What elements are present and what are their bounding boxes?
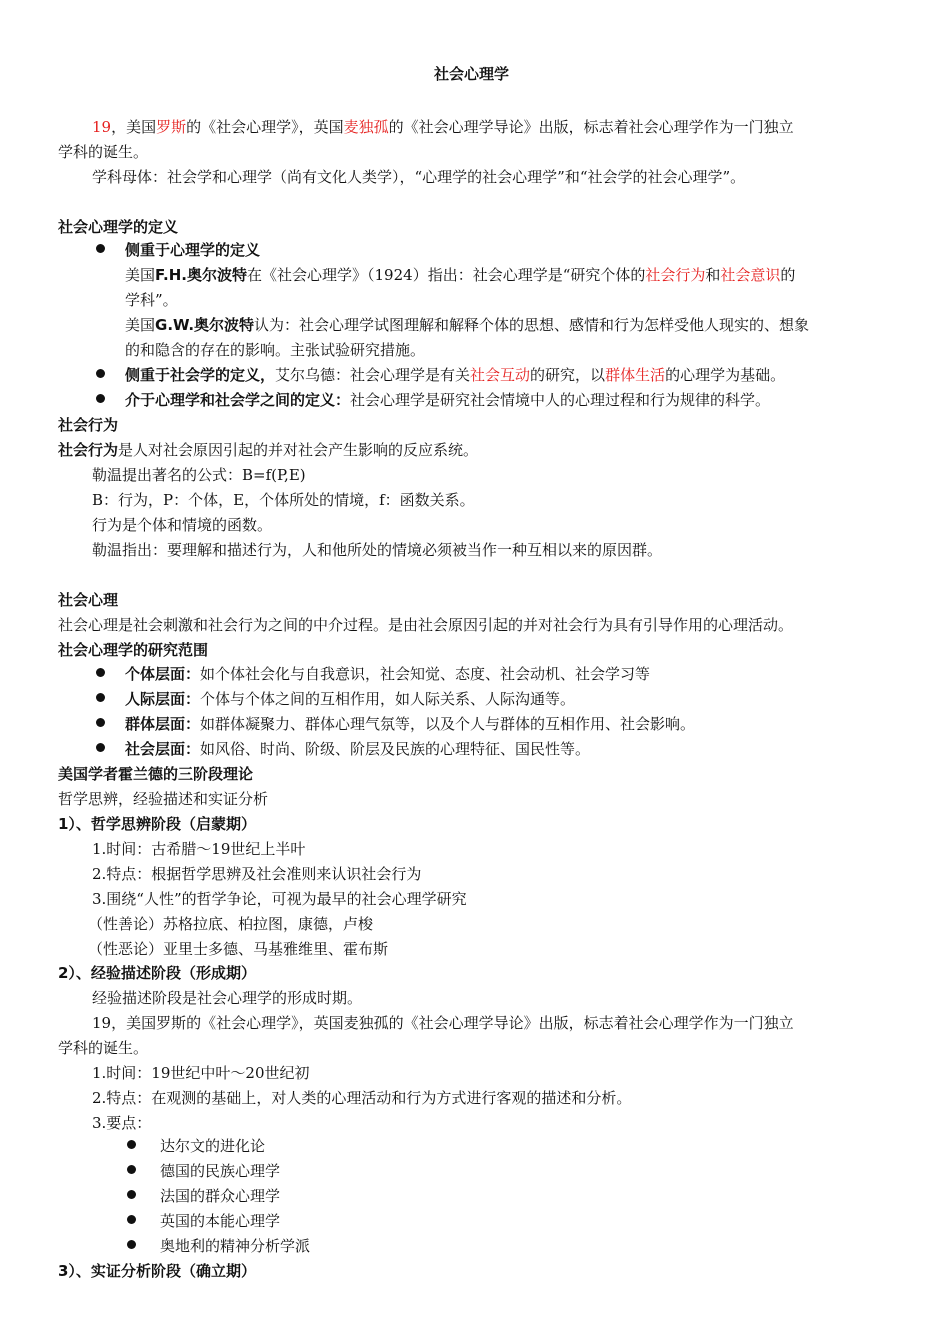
- stage-2-line: 19，美国罗斯的《社会心理学》，英国麦独孤的《社会心理学导论》出版，标志着社会心理学作为一门独立: [92, 1014, 794, 1032]
- scope-item: [125, 687, 575, 712]
- text-span: 社会心理学是研究社会情境中人的心理过程和行为规律的科学。: [350, 391, 771, 409]
- bullet-dot: [127, 1190, 136, 1199]
- stage-2-heading: 2）、经验描述阶段（形成期）: [58, 964, 256, 982]
- highlight-social-behavior: 社会行为: [645, 266, 706, 284]
- scope-item: [125, 662, 650, 687]
- bullet-dot: [96, 718, 105, 727]
- definition-para-1-line-2: 学科”。: [125, 291, 178, 309]
- holland-subtitle: 哲学思辨，经验描述和实证分析: [58, 790, 269, 808]
- text-span: 艾尔乌德：社会心理学是有关: [275, 366, 471, 384]
- text-span: 在《社会心理学》（1924）指出：社会心理学是“研究个体的: [247, 266, 646, 284]
- intro-line-1: [92, 115, 794, 140]
- behavior-line-5: 勒温指出：要理解和描述行为，人和他所处的情境必须被当作一种互相以来的原因群。: [92, 541, 663, 559]
- stage-2-line: 经验描述阶段是社会心理学的形成时期。: [92, 989, 363, 1007]
- text-span: 的: [780, 266, 796, 284]
- bullet-dot: [127, 1140, 136, 1149]
- text-span: 是人对社会原因引起的并对社会产生影响的反应系统。: [118, 441, 479, 459]
- psych-line-1: 社会心理是社会刺激和社会行为之间的中介过程。是由社会原因引起的并对社会行为具有引导作用的心理活动。: [58, 616, 794, 634]
- highlight-social-interaction: 社会互动: [470, 366, 531, 384]
- definition-bullet-3: [125, 388, 770, 413]
- text-span: 和: [705, 266, 721, 284]
- holland-heading: 美国学者霍兰德的三阶段理论: [58, 765, 254, 783]
- psych-heading: 社会心理: [58, 591, 119, 609]
- text-span: 认为：社会心理学试图理解和解释个体的思想、感情和行为怎样受他人现实的、想象: [254, 316, 810, 334]
- bullet-title: 介于心理学和社会学之间的定义：: [125, 391, 351, 409]
- definition-para-2-line-2: 的和隐含的存在的影响。主张试验研究措施。: [125, 341, 426, 359]
- text-span: 美国: [125, 266, 156, 284]
- bullet-dot: [96, 693, 105, 702]
- scope-item-label: 个体层面：: [125, 665, 201, 683]
- text-span: 美国: [125, 316, 156, 334]
- highlight-group-life: 群体生活: [605, 366, 666, 384]
- scope-item-text: 个体与个体之间的互相作用，如人际关系、人际沟通等。: [200, 690, 576, 708]
- definition-bullet-1: 侧重于心理学的定义: [125, 241, 261, 259]
- stage-2-line: 学科的诞生。: [58, 1039, 149, 1057]
- intro-line-3: 学科母体：社会学和心理学（尚有文化人类学），“心理学的社会心理学”和“社会学的社会心理学”。: [92, 168, 746, 186]
- scope-item-label: 群体层面：: [125, 715, 201, 733]
- scope-heading: 社会心理学的研究范围: [58, 641, 209, 659]
- bullet-dot: [96, 743, 105, 752]
- scope-item-text: 如风俗、时尚、阶级、阶层及民族的心理特征、国民性等。: [200, 740, 591, 758]
- term-bold: 社会行为: [58, 441, 119, 459]
- stage-1-heading: 1）、哲学思辨阶段（启蒙期）: [58, 815, 256, 833]
- bullet-dot: [127, 1165, 136, 1174]
- stage-2-point: 德国的民族心理学: [160, 1162, 281, 1180]
- behavior-heading: 社会行为: [58, 416, 119, 434]
- stage-2-point: 奥地利的精神分析学派: [160, 1237, 311, 1255]
- bullet-dot: [96, 668, 105, 677]
- stage-3-heading: 3）、实证分析阶段（确立期）: [58, 1262, 256, 1280]
- year-text: 19: [92, 118, 112, 136]
- text-span: 的心理学为基础。: [665, 366, 786, 384]
- text-span: 的研究，以: [530, 366, 606, 384]
- stage-2-point: 英国的本能心理学: [160, 1212, 281, 1230]
- scope-item: [125, 737, 590, 762]
- stage-1-line: 1.时间：古希腊～19世纪上半叶: [92, 840, 306, 858]
- stage-2-point: 达尔文的进化论: [160, 1137, 266, 1155]
- stage-1-line: 2.特点：根据哲学思辨及社会准则来认识社会行为: [92, 865, 422, 883]
- behavior-line-4: 行为是个体和情境的函数。: [92, 516, 273, 534]
- name-gw-allport: G.W.奥尔波特: [155, 316, 255, 334]
- stage-1-line: （性恶论）亚里士多德、马基雅维里、霍布斯: [88, 940, 389, 958]
- behavior-line-3: B：行为，P：个体，E，个体所处的情境，f：函数关系。: [92, 491, 475, 509]
- scope-item-label: 社会层面：: [125, 740, 201, 758]
- name-fh-allport: F.H.奥尔波特: [155, 266, 248, 284]
- intro-line-2: 学科的诞生。: [58, 143, 149, 161]
- highlight-mcdougall: 麦独孤: [343, 118, 389, 136]
- scope-item-label: 人际层面：: [125, 690, 201, 708]
- stage-1-line: （性善论）苏格拉底、柏拉图，康德，卢梭: [88, 915, 374, 933]
- bullet-dot: [127, 1240, 136, 1249]
- stage-1-line: 3.围绕“人性”的哲学争论，可视为最早的社会心理学研究: [92, 890, 467, 908]
- highlight-ross: 罗斯: [156, 118, 187, 136]
- bullet-dot: [127, 1215, 136, 1224]
- behavior-line-1: [58, 438, 478, 463]
- behavior-line-2: 勒温提出著名的公式：B=f(P,E): [92, 466, 306, 484]
- stage-2-line: 1.时间：19世纪中叶～20世纪初: [92, 1064, 310, 1082]
- bullet-dot: [96, 394, 105, 403]
- scope-item: [125, 712, 695, 737]
- stage-2-line: 3.要点：: [92, 1114, 152, 1132]
- bullet-dot: [96, 244, 105, 253]
- definition-bullet-2: [125, 363, 785, 388]
- stage-2-point: 法国的群众心理学: [160, 1187, 281, 1205]
- definition-heading: 社会心理学的定义: [58, 218, 179, 236]
- definition-para-2-line-1: [125, 313, 809, 338]
- bullet-title: 侧重于社会学的定义，: [125, 366, 276, 384]
- highlight-social-consciousness: 社会意识: [720, 266, 781, 284]
- stage-2-line: 2.特点：在观测的基础上，对人类的心理活动和行为方式进行客观的描述和分析。: [92, 1089, 632, 1107]
- scope-item-text: 如个体社会化与自我意识，社会知觉、态度、社会动机、社会学习等: [200, 665, 651, 683]
- page-title: 社会心理学: [434, 65, 510, 83]
- text-span: 的《社会心理学》，英国: [186, 118, 344, 136]
- definition-para-1-line-1: [125, 263, 795, 288]
- bullet-dot: [96, 369, 105, 378]
- text-span: ，美国: [111, 118, 157, 136]
- text-span: 的《社会心理学导论》出版，标志着社会心理学作为一门独立: [388, 118, 794, 136]
- scope-item-text: 如群体凝聚力、群体心理气氛等，以及个人与群体的互相作用、社会影响。: [200, 715, 696, 733]
